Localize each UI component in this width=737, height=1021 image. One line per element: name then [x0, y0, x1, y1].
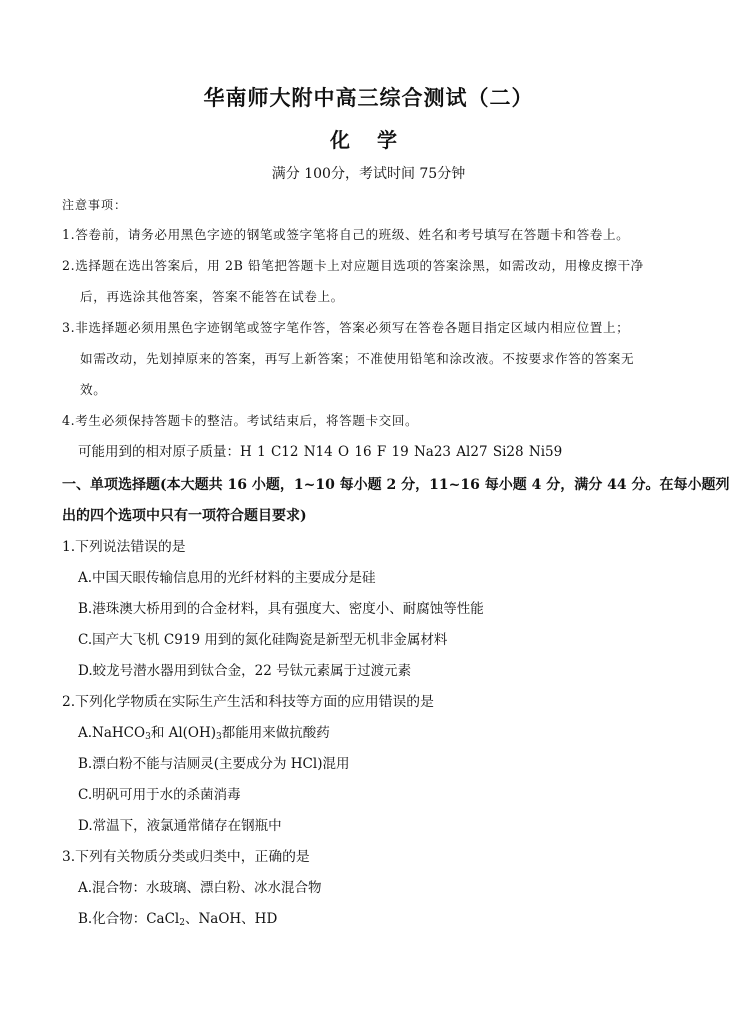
- notes-heading: 注意事项：: [62, 198, 128, 212]
- note-1: 1.答卷前，请务必用黑色字迹的钢笔或签字笔将自己的班级、姓名和考号填写在答题卡和答卷上。: [62, 227, 630, 242]
- note-3-line-3: 效。: [80, 382, 107, 397]
- question-2-option-c: C.明矾可用于水的杀菌消毒: [78, 787, 241, 803]
- note-3-line-2: 如需改动，先划掉原来的答案，再写上新答案；不准使用铅笔和涂改液。不按要求作答的答案无: [80, 351, 635, 366]
- section-1-heading-line-1: 一、单项选择题(本大题共 16 小题，1~10 每小题 2 分，11~16 每小题 4 分，满分 44 分。在每小题列: [62, 477, 730, 493]
- question-1-option-d: D.蛟龙号潜水器用到钛合金，22 号钛元素属于过渡元素: [78, 663, 412, 679]
- note-4: 4.考生必须保持答题卡的整洁。考试结束后，将答题卡交回。: [62, 413, 419, 428]
- question-2-option-a: A.NaHCO$_3$和 $Al(OH)_3$都能用来做抗酸药: [78, 725, 330, 742]
- question-2-option-d: D.常温下，液氯通常储存在钢瓶中: [78, 818, 282, 834]
- question-2-option-b: B.漂白粉不能与洁厕灵(主要成分为 HCl)混用: [78, 756, 350, 772]
- question-3-stem: 3.下列有关物质分类或归类中，正确的是: [62, 849, 310, 865]
- question-1-option-c: C.国产大飞机 C919 用到的氮化硅陶瓷是新型无机非金属材料: [78, 632, 448, 648]
- exam-info: 满分 100分，考试时间 75分钟: [271, 166, 466, 182]
- question-1-option-a: A.中国天眼传输信息用的光纤材料的主要成分是硅: [78, 570, 376, 586]
- subject-title: 化 学: [330, 128, 407, 152]
- question-1-stem: 1.下列说法错误的是: [62, 539, 186, 555]
- question-3-option-a: A.混合物：水玻璃、漂白粉、冰水混合物: [78, 880, 322, 896]
- note-2-line-2: 后，再选涂其他答案，答案不能答在试卷上。: [80, 289, 344, 304]
- section-1-heading-line-2: 出的四个选项中只有一项符合题目要求): [62, 508, 307, 524]
- note-3-line-1: 3.非选择题必须用黑色字迹钢笔或签字笔作答，答案必须写在答卷各题目指定区域内相应位置上；: [62, 320, 630, 335]
- atomic-masses: 可能用到的相对原子质量：H 1 C12 N14 O 16 F 19 Na23 Al27 Si28 Ni59: [78, 444, 563, 460]
- question-1-option-b: B.港珠澳大桥用到的合金材料，具有强度大、密度小、耐腐蚀等性能: [78, 601, 484, 617]
- note-2-line-1: 2.选择题在选出答案后，用 2B 铅笔把答题卡上对应题目选项的答案涂黑，如需改动，用橡皮擦干净: [62, 258, 644, 273]
- question-3-option-b: B.化合物：CaCl$_2$、NaOH、HD: [78, 911, 278, 928]
- question-2-stem: 2.下列化学物质在实际生产生活和科技等方面的应用错误的是: [62, 694, 434, 710]
- exam-title: 华南师大附中高三综合测试（二）: [203, 85, 534, 110]
